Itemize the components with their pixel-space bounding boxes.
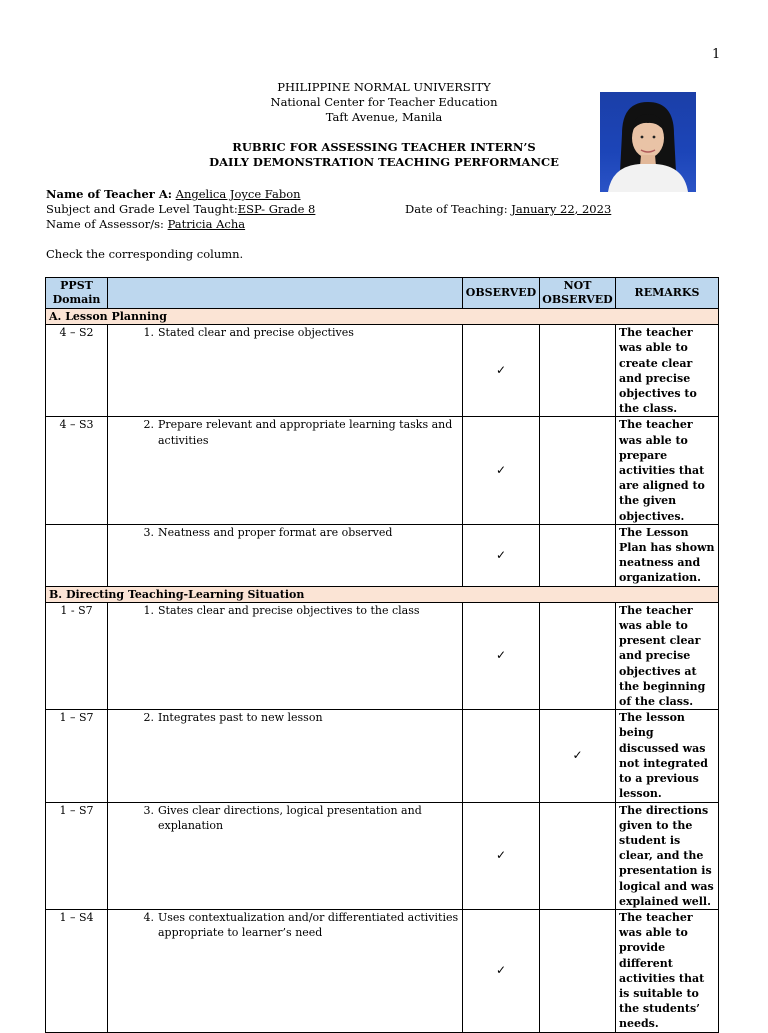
- section-b-row: [46, 586, 719, 602]
- domain-cell: [46, 524, 108, 586]
- university-name: PHILIPPINE NORMAL UNIVERSITY: [277, 80, 491, 94]
- rubric-title: [184, 140, 584, 170]
- subject-line: [46, 202, 315, 217]
- criterion-cell: [108, 524, 463, 586]
- title-line-1: RUBRIC FOR ASSESSING TEACHER INTERN’S: [232, 140, 536, 154]
- table-row: [46, 602, 719, 709]
- criterion-number: 1.: [143, 326, 154, 340]
- observed-cell: ✓: [463, 602, 540, 709]
- criterion-cell: [108, 710, 463, 802]
- criterion-cell: [108, 417, 463, 524]
- criterion-cell: [108, 602, 463, 709]
- date-label: Date of Teaching:: [405, 202, 508, 216]
- assessor-name: Patricia Acha: [167, 217, 246, 231]
- header-domain: PPST Domain: [46, 278, 108, 309]
- teacher-label: Name of Teacher A:: [46, 187, 172, 201]
- not-observed-cell: [540, 524, 616, 586]
- observed-cell: ✓: [463, 325, 540, 417]
- table-row: [46, 909, 719, 1032]
- not-observed-cell: [540, 802, 616, 909]
- remarks-cell: The teacher was able to create clear and precise objectives to the class.: [616, 325, 719, 417]
- observed-cell: ✓: [463, 417, 540, 524]
- section-title: A. Lesson Planning: [46, 309, 719, 325]
- table-row: [46, 417, 719, 524]
- domain-cell: 1 – S7: [46, 710, 108, 802]
- criterion-text: Gives clear directions, logical presentation and explanation: [158, 803, 422, 832]
- subject-label: Subject and Grade Level Taught:: [46, 202, 238, 216]
- table-header-row: [46, 278, 719, 309]
- header-criteria: [108, 278, 463, 309]
- header-not-observed: NOT OBSERVED: [540, 278, 616, 309]
- not-observed-cell: ✓: [540, 710, 616, 802]
- section-a-row: [46, 309, 719, 325]
- criterion-cell: [108, 325, 463, 417]
- observed-cell: ✓: [463, 802, 540, 909]
- domain-cell: 4 – S2: [46, 325, 108, 417]
- criterion-text: States clear and precise objectives to the class: [158, 603, 420, 617]
- assessor-line: [46, 217, 245, 232]
- criterion-text: Neatness and proper format are observed: [158, 525, 393, 539]
- document-header: [184, 80, 584, 125]
- criterion-number: 2.: [143, 711, 154, 725]
- criterion-cell: [108, 802, 463, 909]
- domain-cell: 1 – S4: [46, 909, 108, 1032]
- remarks-cell: The directions given to the student is clear, and the presentation is logical and was explained well.: [616, 802, 719, 909]
- address: Taft Avenue, Manila: [325, 110, 443, 124]
- assessor-label: Name of Assessor/s:: [46, 217, 164, 231]
- header-remarks: REMARKS: [616, 278, 719, 309]
- table-row: [46, 802, 719, 909]
- rubric-table: [45, 277, 719, 1033]
- instruction-text: Check the corresponding column.: [46, 247, 244, 261]
- criterion-number: 2.: [143, 418, 154, 432]
- not-observed-cell: [540, 909, 616, 1032]
- date-line: [405, 202, 611, 217]
- observed-cell: ✓: [463, 909, 540, 1032]
- domain-cell: 1 – S7: [46, 802, 108, 909]
- not-observed-cell: [540, 325, 616, 417]
- criterion-text: Stated clear and precise objectives: [158, 326, 354, 340]
- domain-cell: 4 – S3: [46, 417, 108, 524]
- remarks-cell: The lesson being discussed was not integrated to a previous lesson.: [616, 710, 719, 802]
- header-observed: OBSERVED: [463, 278, 540, 309]
- teacher-name: Angelica Joyce Fabon: [175, 187, 301, 201]
- remarks-cell: The teacher was able to present clear and precise objectives at the beginning of the class.: [616, 602, 719, 709]
- criterion-number: 3.: [143, 803, 154, 817]
- criterion-text: Prepare relevant and appropriate learning tasks and activities: [158, 418, 453, 447]
- observed-cell: [463, 710, 540, 802]
- table-row: [46, 325, 719, 417]
- teacher-name-line: [46, 187, 301, 202]
- remarks-cell: The teacher was able to prepare activities that are aligned to the given objectives.: [616, 417, 719, 524]
- subject-value: ESP- Grade 8: [237, 202, 316, 216]
- domain-cell: 1 - S7: [46, 602, 108, 709]
- observed-cell: ✓: [463, 524, 540, 586]
- center-name: National Center for Teacher Education: [270, 95, 498, 109]
- page-number: 1: [712, 47, 721, 62]
- criterion-number: 3.: [143, 525, 154, 539]
- table-row: [46, 710, 719, 802]
- criterion-number: 1.: [143, 603, 154, 617]
- remarks-cell: The Lesson Plan has shown neatness and organization.: [616, 524, 719, 586]
- title-line-2: DAILY DEMONSTRATION TEACHING PERFORMANCE: [209, 155, 559, 169]
- criterion-text: Uses contextualization and/or differentiated activities appropriate to learner’s need: [158, 910, 459, 940]
- not-observed-cell: [540, 417, 616, 524]
- date-value: January 22, 2023: [511, 202, 612, 216]
- criterion-cell: [108, 909, 463, 1032]
- table-row: [46, 524, 719, 586]
- criterion-number: 4.: [143, 910, 154, 924]
- teacher-photo: [600, 92, 696, 192]
- section-title: B. Directing Teaching-Learning Situation: [46, 586, 719, 602]
- remarks-cell: The teacher was able to provide different activities that is suitable to the students’ needs.: [616, 909, 719, 1032]
- criterion-text: Integrates past to new lesson: [158, 711, 323, 725]
- not-observed-cell: [540, 602, 616, 709]
